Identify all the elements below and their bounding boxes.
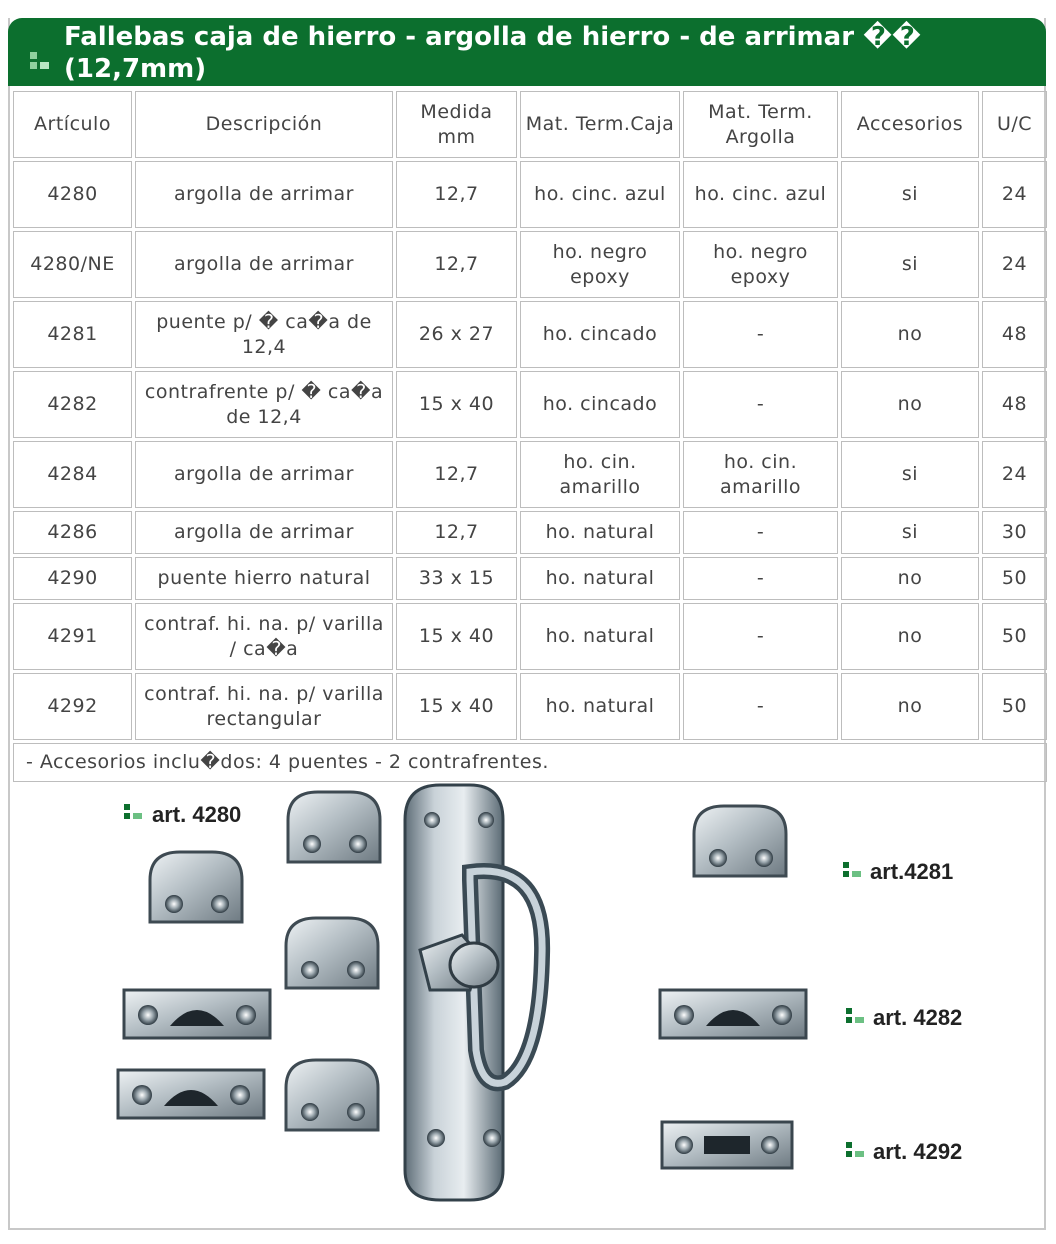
cell-medida: 33 x 15 [396,557,517,600]
bridge-part-4281 [694,806,786,876]
cell-articulo: 4291 [13,603,132,670]
cell-medida: 15 x 40 [396,603,517,670]
cell-uc: 30 [982,511,1047,554]
cell-medida: 26 x 27 [396,301,517,368]
label-art-4281: art.4281 [870,859,954,884]
col-header-medida: Medida mm [396,91,517,158]
cell-articulo: 4292 [13,673,132,740]
cell-mat-caja: ho. cincado [520,301,680,368]
col-header-articulo: Artículo [13,91,132,158]
cell-uc: 24 [982,161,1047,228]
title-line-2: (12,7mm) [64,54,207,84]
cell-descripcion: contraf. hi. na. p/ varilla / ca�a [135,603,393,670]
cell-mat-argolla: ho. cinc. azul [683,161,838,228]
cell-articulo: 4281 [13,301,132,368]
cell-medida: 15 x 40 [396,371,517,438]
label-art-4292: art. 4292 [873,1139,963,1164]
cell-mat-caja: ho. natural [520,557,680,600]
cell-accesorios: si [841,441,979,508]
cell-articulo: 4282 [13,371,132,438]
strike-plate-2 [118,1070,264,1118]
cell-articulo: 4284 [13,441,132,508]
cell-medida: 12,7 [396,231,517,298]
cell-descripcion: puente p/ � ca�a de 12,4 [135,301,393,368]
cell-articulo: 4280 [13,161,132,228]
cell-mat-caja: ho. cinc. azul [520,161,680,228]
cell-descripcion: argolla de arrimar [135,511,393,554]
cell-uc: 50 [982,673,1047,740]
cell-mat-argolla: ho. negro epoxy [683,231,838,298]
cell-mat-argolla: - [683,603,838,670]
label-art-4282: art. 4282 [873,1005,963,1030]
cell-accesorios: si [841,511,979,554]
strike-plate-4282 [660,990,806,1038]
cell-uc: 24 [982,231,1047,298]
cell-mat-argolla: - [683,673,838,740]
col-header-mat-caja: Mat. Term.Caja [520,91,680,158]
cell-uc: 24 [982,441,1047,508]
cell-mat-argolla: ho. cin. amarillo [683,441,838,508]
green-square-bullet-icon [124,804,142,819]
green-square-bullet-icon [846,1008,864,1023]
accessories-note: - Accesorios inclu�dos: 4 puentes - 2 contrafrentes. [13,743,1047,782]
bridge-part-4 [286,1060,378,1130]
cell-accesorios: no [841,371,979,438]
cell-articulo: 4286 [13,511,132,554]
bridge-part-2 [288,792,380,862]
cell-accesorios: si [841,231,979,298]
cell-mat-caja: ho. negro epoxy [520,231,680,298]
cell-descripcion: contrafrente p/ � ca�a de 12,4 [135,371,393,438]
cell-medida: 12,7 [396,511,517,554]
col-header-uc: U/C [982,91,1047,158]
latch-plate [405,785,542,1200]
cell-uc: 50 [982,557,1047,600]
cell-medida: 12,7 [396,161,517,228]
cell-descripcion: argolla de arrimar [135,441,393,508]
cell-medida: 15 x 40 [396,673,517,740]
cell-descripcion: puente hierro natural [135,557,393,600]
cell-descripcion: argolla de arrimar [135,161,393,228]
cell-accesorios: si [841,161,979,228]
cell-mat-argolla: - [683,511,838,554]
cell-uc: 48 [982,371,1047,438]
green-square-bullet-icon [843,862,861,877]
bridge-part-3 [286,918,378,988]
col-header-accesorios: Accesorios [841,91,979,158]
strike-plate-1 [124,990,270,1038]
cell-mat-caja: ho. cin. amarillo [520,441,680,508]
strike-plate-4292 [662,1122,792,1168]
cell-mat-argolla: - [683,557,838,600]
label-art-4280: art. 4280 [152,802,242,827]
cell-accesorios: no [841,603,979,670]
cell-articulo: 4280/NE [13,231,132,298]
cell-uc: 48 [982,301,1047,368]
cell-accesorios: no [841,673,979,740]
cell-mat-caja: ho. natural [520,673,680,740]
cell-mat-argolla: - [683,371,838,438]
green-square-bullet-icon [846,1142,864,1157]
bridge-part-1 [150,852,242,922]
title-line-1: Fallebas caja de hierro - argolla de hierro - de arrimar �� [64,22,921,52]
cell-mat-argolla: - [683,301,838,368]
cell-descripcion: argolla de arrimar [135,231,393,298]
cell-descripcion: contraf. hi. na. p/ varilla rectangular [135,673,393,740]
cell-accesorios: no [841,557,979,600]
cell-mat-caja: ho. cincado [520,371,680,438]
cell-medida: 12,7 [396,441,517,508]
cell-articulo: 4290 [13,557,132,600]
cell-mat-caja: ho. natural [520,603,680,670]
cell-uc: 50 [982,603,1047,670]
cell-accesorios: no [841,301,979,368]
col-header-mat-argolla: Mat. Term. Argolla [683,91,838,158]
col-header-descripcion: Descripción [135,91,393,158]
cell-mat-caja: ho. natural [520,511,680,554]
